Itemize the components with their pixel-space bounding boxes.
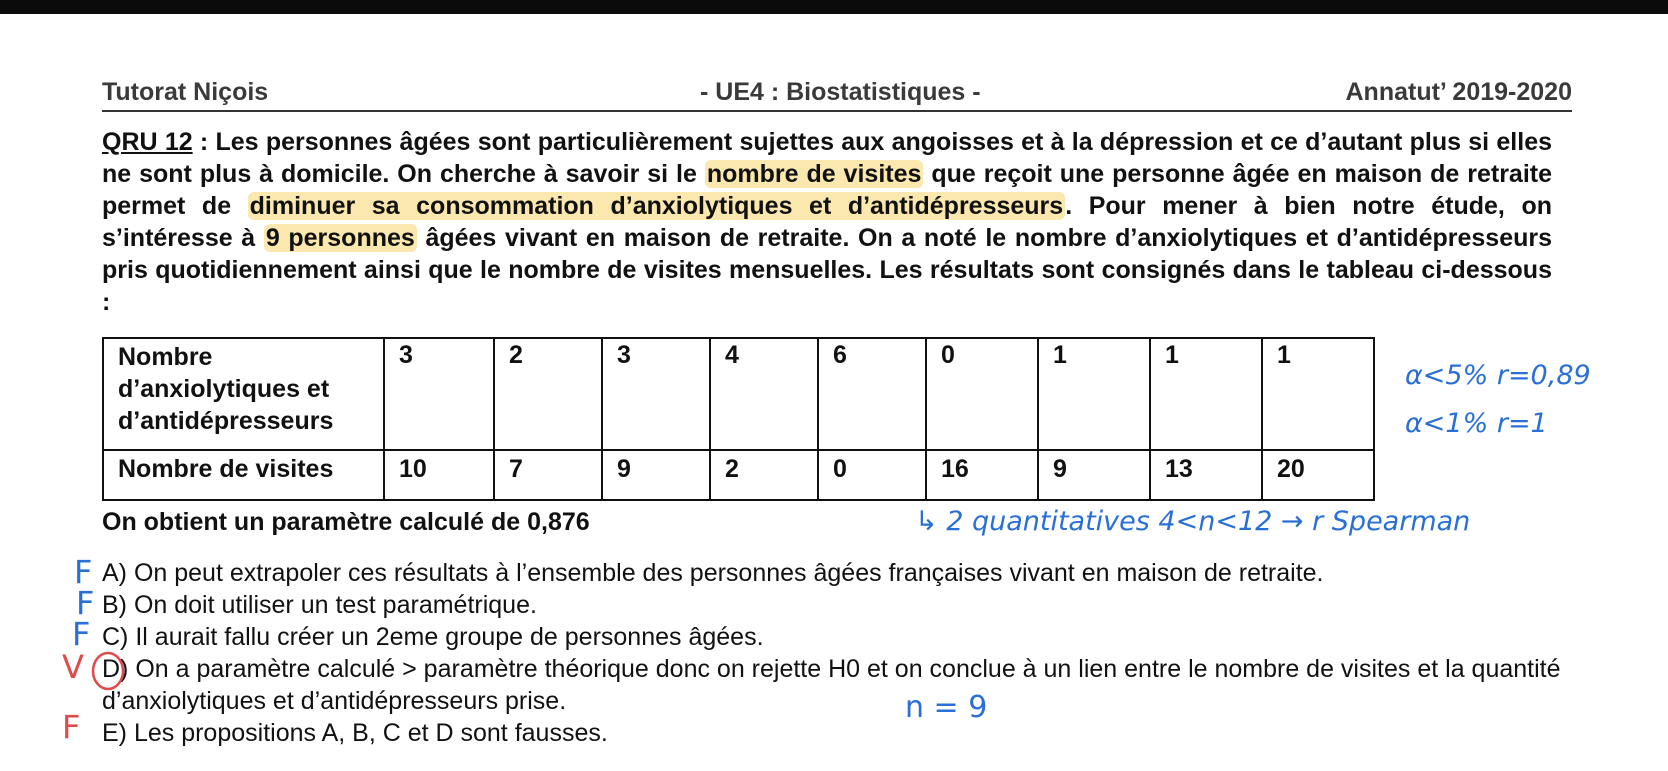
highlight-visits: nombre de visites [706,160,922,188]
handwritten-alpha-1: α<1% r=1 [1405,408,1548,439]
option-e[interactable] [102,717,1582,749]
table-row [103,450,1374,500]
table-cell: 2 [710,450,818,500]
option-letter: E) [102,719,127,747]
answer-mark-b: F [76,584,95,622]
option-d[interactable] [102,653,1582,717]
option-b[interactable] [102,589,1582,621]
question-id: QRU 12 [102,128,193,156]
option-letter: C) [102,623,129,651]
table-row [103,338,1374,450]
header-right: Annatut’ 2019-2020 [1345,78,1572,106]
table-cell: 0 [926,338,1038,450]
table-cell: 16 [926,450,1038,500]
table-cell: 20 [1262,450,1374,500]
option-text: On doit utiliser un test paramétrique. [133,591,537,619]
option-a[interactable] [102,557,1582,589]
highlight-consumption: diminuer sa consommation d’anxiolytiques et d’antidépresseurs [249,192,1064,220]
top-bar [0,0,1668,14]
option-text: Il aurait fallu créer un 2eme groupe de personnes âgées. [135,623,764,651]
header-center: - UE4 : Biostatistiques - [700,78,981,106]
table-cell: 1 [1150,338,1262,450]
question-part-2: que reçoit une personne âgée en maison de retraite permet de [102,160,1552,220]
option-letter: B) [102,591,127,619]
table-cell: 3 [602,338,710,450]
highlight-nine-persons: 9 personnes [265,224,415,252]
data-table [102,337,1375,501]
table-cell: 2 [494,338,602,450]
handwritten-spearman-note: ↳ 2 quantitatives 4<n<12 → r Spearman [915,506,1471,537]
handwritten-alpha-5: α<5% r=0,89 [1405,360,1591,391]
option-letter: D) [102,655,129,683]
table-cell: 4 [710,338,818,450]
option-c[interactable] [102,621,1582,653]
table-cell: 1 [1038,338,1150,450]
table-cell: 0 [818,450,926,500]
table-cell: 3 [384,338,494,450]
table-cell: 1 [1262,338,1374,450]
circle-mark-icon [88,650,128,692]
table-cell: 7 [494,450,602,500]
header-left: Tutorat Niçois [102,78,269,106]
handwritten-n: n = 9 [905,690,988,725]
answer-options [102,557,1582,749]
answer-mark-d: V [62,648,84,686]
table-cell: 9 [1038,450,1150,500]
table-cell: 9 [602,450,710,500]
page-header [102,76,1572,112]
table-cell: 13 [1150,450,1262,500]
answer-mark-e: F [62,708,81,746]
option-text: On a paramètre calculé > paramètre théorique donc on rejette H0 et on conclue à un lien entre le nombre de visites et la quantité d’anxiolytiques et d’antidépresseurs prise. [102,655,1561,715]
row-label: Nombre d’anxiolytiques et d’antidépresseurs [103,338,384,450]
question-part-1: : Les personnes âgées sont particulièrement sujettes aux angoisses et à la dépression et ce d’autant plus si elles ne sont plus à domicile. On cherche à savoir si le [102,128,1553,188]
table-cell: 10 [384,450,494,500]
answer-mark-a: F [74,553,93,591]
result-text: On obtient un paramètre calculé de 0,876 [102,508,590,536]
question-text [102,126,1552,318]
option-text: Les propositions A, B, C et D sont fausses. [133,719,608,747]
table-cell: 6 [818,338,926,450]
question-part-4: âgées vivant en maison de retraite. On a noté le nombre d’anxiolytiques et d’antidépresseurs pris quotidiennement ainsi que le nombre de visites mensuelles. Les résultats sont consignés dans le tableau ci-dessous : [102,224,1553,316]
option-letter: A) [102,559,127,587]
option-text: On peut extrapoler ces résultats à l’ensemble des personnes âgées françaises vivant en maison de retraite. [133,559,1324,587]
answer-mark-c: F [72,615,91,653]
row-label: Nombre de visites [103,450,384,500]
question-part-3: . Pour mener à bien notre étude, on s’intéresse à [102,192,1552,252]
